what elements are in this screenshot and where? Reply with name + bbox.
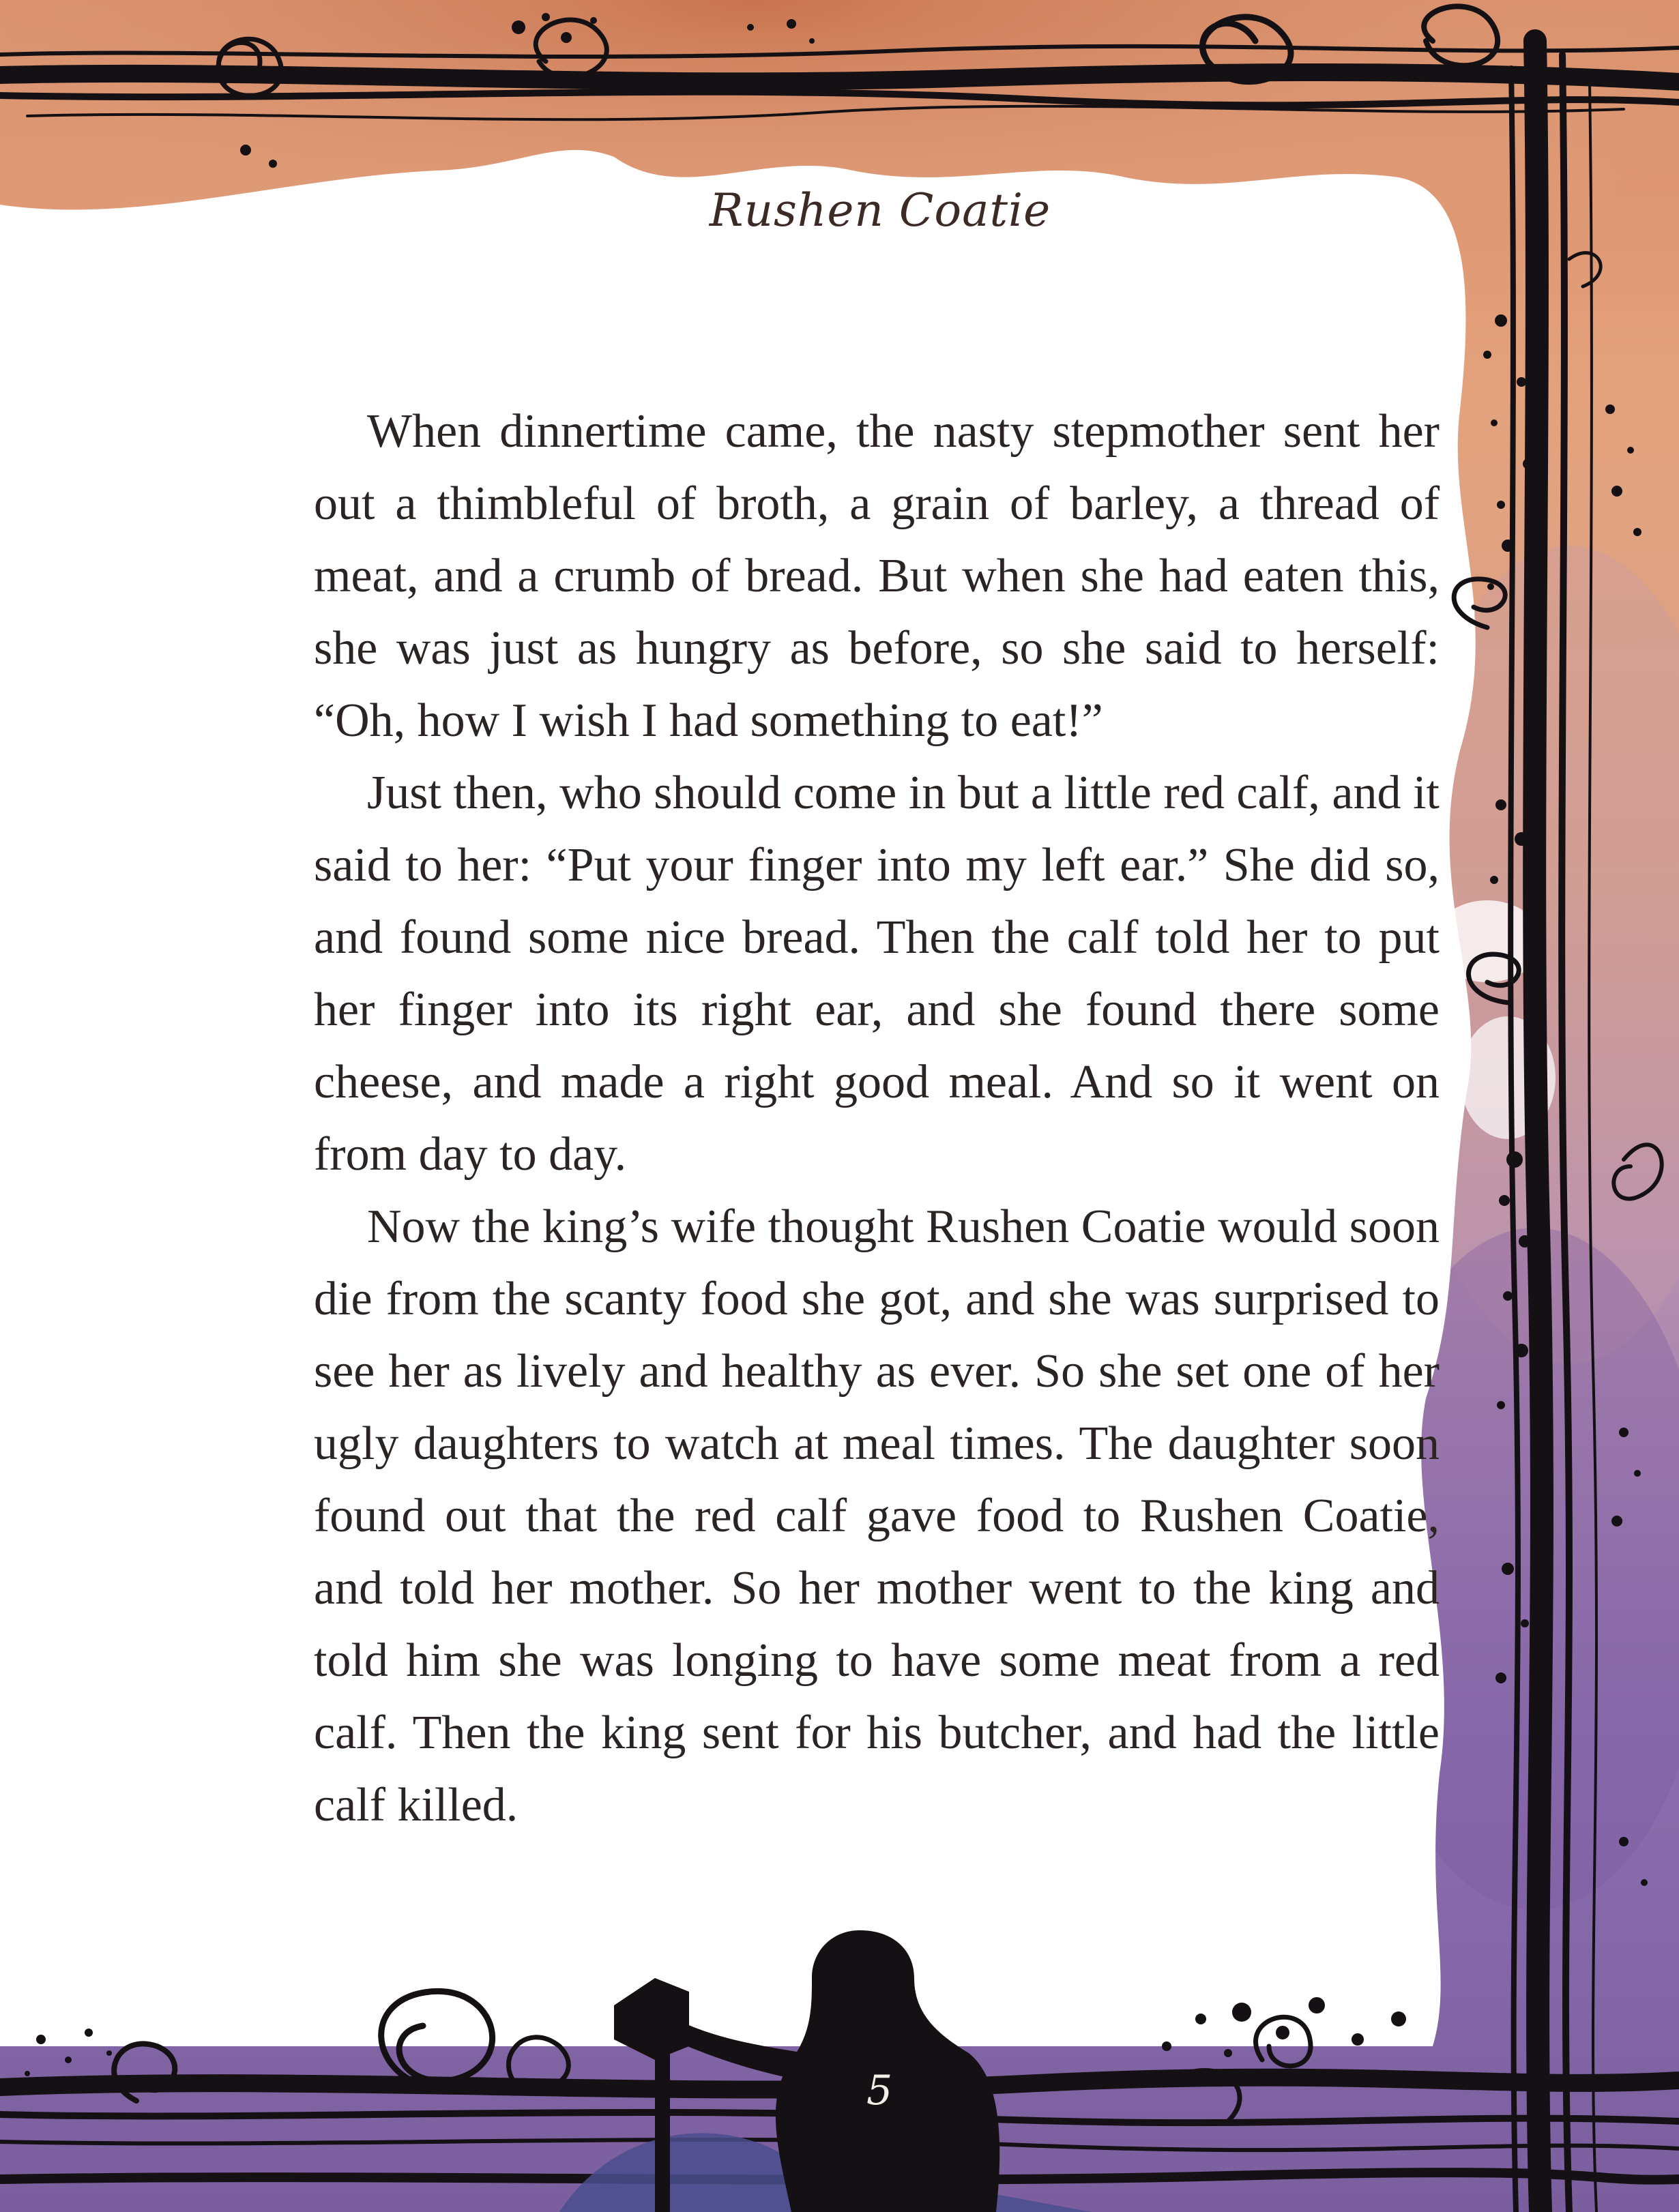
story-text [314,396,1440,1842]
paragraph: When dinnertime came, the nasty stepmother sent her out a thimbleful of broth, a grain of barley, a thread of meat, and a crumb of bread. But when she had eaten this, she was just as hungry as before, so she said to herself: “Oh, how I wish I had something to eat!” [314,405,1440,747]
butcher-silhouette [559,1930,1092,2212]
paragraph: Just then, who should come in but a little red calf, and it said to her: “Put your finger into my left ear.” She did so, and found some nice bread. Then the calf told her to put her finger into its right ear, and she found there some cheese, and made a right good meal. And so it went on from day to day. [314,767,1440,1181]
paragraph: Now the king’s wife thought Rushen Coatie would soon die from the scanty food she got, and she was surprised to see her as lively and healthy as ever. So she set one of her ugly daughters to watch at meal times. The daughter soon found out that the red calf gave food to Rushen Coatie, and told her mother. So her mother went to the king and told him she was longing to have some meat from a red calf. Then the king sent for his butcher, and had the little calf killed. [314,1200,1440,1831]
running-head: Rushen Coatie [709,184,1051,237]
page-number: 5 [866,2067,893,2114]
